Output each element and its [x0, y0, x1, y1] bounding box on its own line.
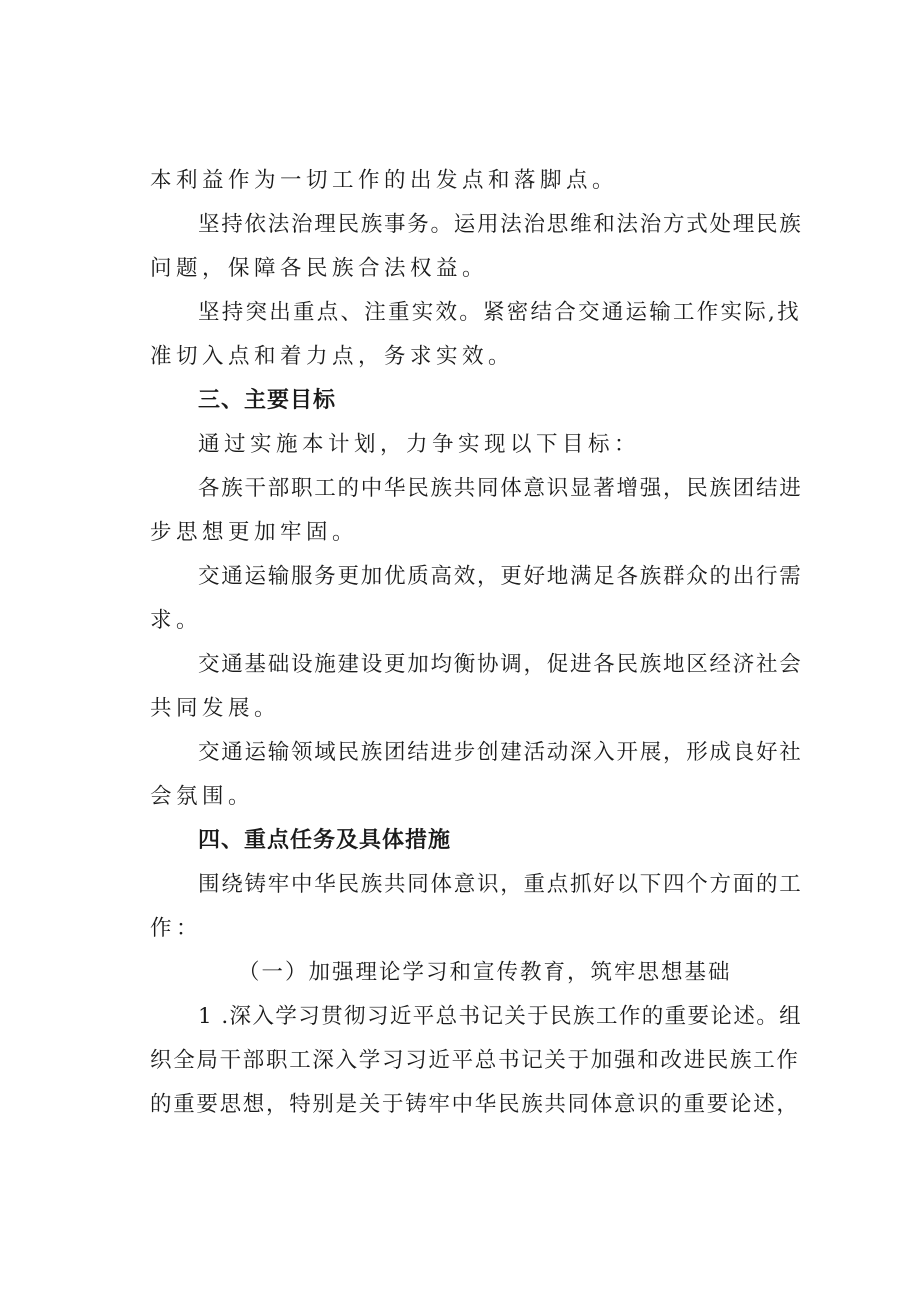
section-heading: 三、主要目标 [198, 388, 337, 413]
paragraph-line: 本利益作为一切工作的出发点和落脚点。 [150, 168, 619, 193]
paragraph-line: 各族干部职工的中华民族共同体意识显著增强，民族团结进 [198, 476, 803, 501]
paragraph-line: 围绕铸牢中华民族共同体意识，重点抓好以下四个方面的工 [198, 872, 803, 897]
paragraph-line: 作： [150, 916, 203, 941]
paragraph-line: 求。 [150, 608, 203, 633]
section-heading: 四、重点任务及具体措施 [198, 828, 452, 853]
paragraph-line: 织全局干部职工深入学习习近平总书记关于加强和改进民族工作 [150, 1048, 800, 1073]
paragraph-line: 共同发展。 [150, 696, 281, 721]
paragraph-line: 问题，保障各民族合法权益。 [150, 256, 489, 281]
paragraph-line: 通过实施本计划，力争实现以下目标： [198, 432, 641, 457]
paragraph-line: 准切入点和着力点，务求实效。 [150, 344, 515, 369]
paragraph-line: 会氛围。 [150, 784, 255, 809]
paragraph-line: 坚持突出重点、注重实效。紧密结合交通运输工作实际,找 [198, 300, 801, 325]
paragraph-line: 步思想更加牢固。 [150, 520, 359, 545]
paragraph-line: 交通运输领域民族团结进步创建活动深入开展，形成良好社 [198, 740, 803, 765]
paragraph-line: 的重要思想，特别是关于铸牢中华民族共同体意识的重要论述， [150, 1092, 800, 1117]
paragraph-line: 交通运输服务更加优质高效，更好地满足各族群众的出行需 [198, 564, 803, 589]
paragraph-line: 坚持依法治理民族事务。运用法治思维和法治方式处理民族 [198, 212, 803, 237]
subsection-heading: （一）加强理论学习和宣传教育，筑牢思想基础 [238, 960, 732, 985]
paragraph-line: 1 .深入学习贯彻习近平总书记关于民族工作的重要论述。组 [198, 1004, 803, 1029]
paragraph-line: 交通基础设施建设更加均衡协调，促进各民族地区经济社会 [198, 652, 803, 677]
